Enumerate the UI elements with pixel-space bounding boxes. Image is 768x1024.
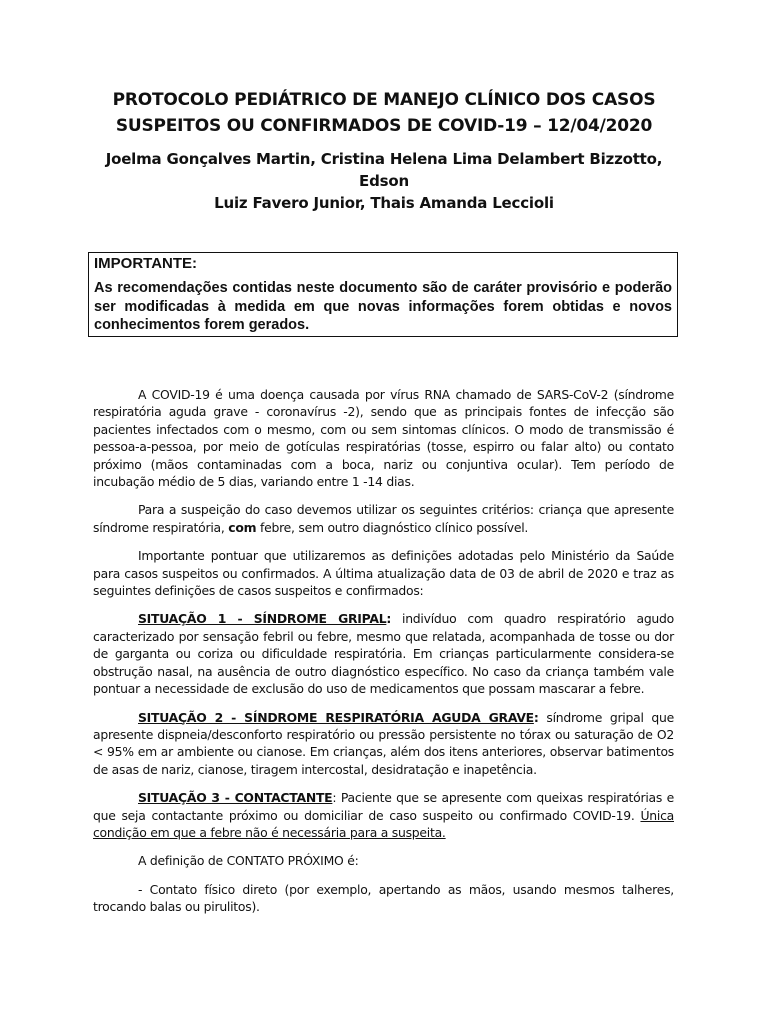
title-line-2: SUSPEITOS OU CONFIRMADOS DE COVID-19 – 12/04/2020 bbox=[115, 116, 653, 136]
paragraph-covid-intro: A COVID-19 é uma doença causada por vírus RNA chamado de SARS-CoV-2 (síndrome respiratória aguda grave - coronavírus -2), sendo que as principais fontes de infecção são pacientes infectados com o mesmo, com ou sem sintomas clínicos. O modo de transmissão é pessoa-a-pessoa, por meio de gotículas respiratórias (tosse, espirro ou falar alto) ou contato próximo (mãos contaminadas com a boca, nariz ou conjuntiva ocular). Tem período de incubação médio de 5 dias, variando entre 1 -14 dias. bbox=[93, 387, 674, 490]
criteria-text-end: febre, sem outro diagnóstico clínico possível. bbox=[256, 519, 529, 535]
paragraph-suspicion-criteria bbox=[93, 501, 674, 536]
criteria-text-start: Para a suspeição do caso devemos utilizar os seguintes critérios: criança que apresente síndrome respiratória, bbox=[93, 502, 674, 535]
paragraph-situation-1 bbox=[93, 610, 674, 697]
document-body bbox=[93, 386, 674, 927]
situation-2-label: SITUAÇÃO 2 - SÍNDROME RESPIRATÓRIA AGUDA GRAVE bbox=[138, 709, 534, 725]
important-text: As recomendações contidas neste documento são de caráter provisório e poderão ser modificadas à medida em que novas informações forem obtidas e novos conhecimentos forem gerados. bbox=[94, 280, 672, 333]
situation-3-underlined-note: Única condição em que a febre não é necessária para a suspeita. bbox=[93, 807, 674, 840]
paragraph-close-contact-definition: A definição de CONTATO PRÓXIMO é: bbox=[138, 853, 359, 869]
situation-1-text: indivíduo com quadro respiratório agudo caracterizado por sensação febril ou febre, mesmo que relatada, acompanhada de tosse ou dor de garganta ou coriza ou dificuldade respiratória. Em crianças particularmente considera-se obstrução nasal, na ausência de outro diagnóstico específico. No caso da criança também vale pontuar a necessidade de exclusão do uso de medicamentos que possam mascarar a febre. bbox=[93, 611, 674, 697]
authors-line-1: Joelma Gonçalves Martin, Cristina Helena Lima Delambert Bizzotto, Edson bbox=[105, 150, 663, 190]
situation-2-text: síndrome gripal que apresente dispneia/desconforto respiratório ou pressão persistente no tórax ou saturação de O2 < 95% em ar ambiente ou cianose. Em crianças, além dos itens anteriores, observar batimentos de asas de nariz, cianose, tiragem intercostal, desidratação e inapetência. bbox=[93, 709, 674, 777]
document-title bbox=[90, 87, 678, 139]
title-line-1: PROTOCOLO PEDIÁTRICO DE MANEJO CLÍNICO DOS CASOS bbox=[112, 90, 656, 110]
important-notice-box bbox=[88, 252, 678, 337]
situation-1-colon: : bbox=[386, 611, 392, 627]
authors-line-2: Luiz Favero Junior, Thais Amanda Leccioli bbox=[214, 194, 554, 212]
paragraph-situation-3 bbox=[93, 789, 674, 841]
situation-1-label: SITUAÇÃO 1 - SÍNDROME GRIPAL bbox=[138, 611, 387, 627]
paragraph-ministry-definitions: Importante pontuar que utilizaremos as definições adotadas pelo Ministério da Saúde para casos suspeitos ou confirmados. A última atualização data de 03 de abril de 2020 e traz as seguintes definições de casos suspeitos e confirmados: bbox=[93, 548, 674, 599]
situation-3-text: : Paciente que se apresente com queixas respiratórias e que seja contactante próximo ou domiciliar de caso suspeito ou confirmado COVID-19. bbox=[93, 790, 675, 823]
author-list bbox=[90, 148, 678, 214]
situation-3-label: SITUAÇÃO 3 - CONTACTANTE bbox=[138, 790, 333, 806]
paragraph-situation-2 bbox=[93, 709, 674, 779]
important-heading: IMPORTANTE: bbox=[94, 255, 198, 272]
paragraph-physical-contact: - Contato físico direto (por exemplo, apertando as mãos, usando mesmos talheres, trocando balas ou pirulitos). bbox=[93, 881, 674, 915]
situation-2-colon: : bbox=[533, 709, 539, 725]
criteria-bold-word: com bbox=[228, 519, 257, 535]
